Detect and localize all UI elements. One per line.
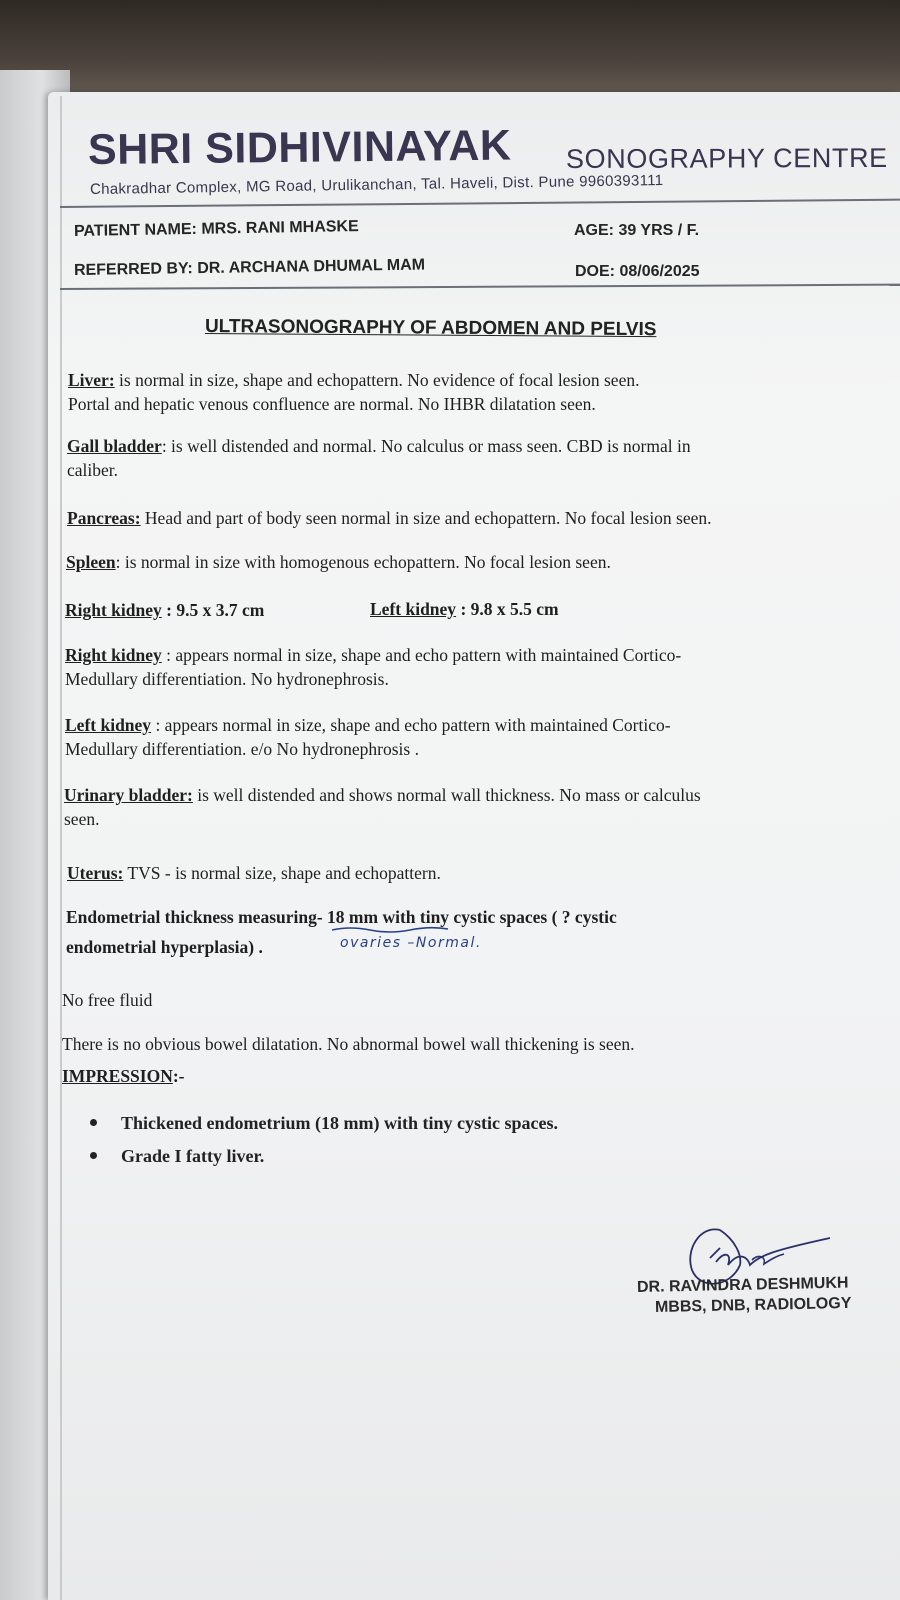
date-of-exam: DOE: 08/06/2025 [575,263,700,280]
liver-findings [68,368,868,416]
bullet-dot [90,1152,97,1159]
uterus-label: Uterus: [67,863,124,883]
spleen-findings [66,550,866,574]
gall-bladder-text-2: caliber. [67,460,119,480]
urinary-bladder-findings [64,783,884,831]
right-kidney-findings [65,643,885,691]
left-kidney-label: Left kidney [65,715,152,735]
handwritten-ovaries-note: ovaries –Normal. [340,935,482,951]
right-kidney-text-1: : appears normal in size, shape and echo pattern with maintained Cortico- [161,645,682,665]
gall-bladder-label: Gall bladder [67,436,162,456]
spleen-text: : is normal in size with homogenous echopattern. No focal lesion seen. [115,552,611,572]
impression-item [90,1113,558,1134]
spleen-label: Spleen [66,552,116,572]
right-kidney-size-label: Right kidney [65,600,162,620]
patient-name: PATIENT NAME: MRS. RANI MHASKE [73,218,359,240]
urinary-bladder-text-1: is well distended and shows normal wall thickness. No mass or calculus [192,785,701,805]
right-kidney-size [65,598,264,622]
impression-label: IMPRESSION [62,1066,173,1086]
uterus-findings [67,861,867,885]
impression-heading [62,1064,185,1088]
left-kidney-text-1: : appears normal in size, shape and echo pattern with maintained Cortico- [151,715,671,735]
urinary-bladder-label: Urinary bladder: [64,785,193,805]
pancreas-findings [67,506,887,530]
uterus-text: TVS - is normal size, shape and echopattern. [123,863,441,883]
right-kidney-text-2: Medullary differentiation. No hydronephrosis. [65,669,389,689]
free-fluid-finding: No free fluid [62,990,153,1010]
centre-type: SONOGRAPHY CENTRE [565,142,888,174]
patient-divider [60,284,900,290]
left-kidney-size-label: Left kidney [370,599,457,619]
header-divider [60,199,900,208]
left-kidney-size [370,597,559,621]
pancreas-label: Pancreas: [67,508,141,528]
liver-text-1: is normal in size, shape and echopattern. No evidence of focal lesion seen. [119,370,640,390]
referred-by: REFERRED BY: DR. ARCHANA DHUMAL MAM [73,256,426,279]
doctor-name: DR. RAVINDRA DESHMUKH [636,1274,849,1296]
centre-address: Chakradhar Complex, MG Road, Urulikanchan, Tal. Haveli, Dist. Pune 9960393111 [89,171,664,198]
liver-text-2: Portal and hepatic venous confluence are normal. No IHBR dilatation seen. [68,394,596,414]
patient-age: AGE: 39 YRS / F. [574,222,700,239]
impression-item [90,1146,264,1167]
report-title: ULTRASONOGRAPHY OF ABDOMEN AND PELVIS [204,316,657,341]
impression-suffix: :- [172,1066,185,1086]
liver-label: Liver: [68,370,115,390]
right-kidney-label: Right kidney [65,645,162,665]
impression-item-text: Grade I fatty liver. [121,1146,265,1166]
centre-name: SHRI SIDHIVINAYAK [87,121,512,174]
bullet-dot [90,1119,97,1126]
left-kidney-findings [65,713,885,761]
endometrial-text-2: endometrial hyperplasia) . [66,937,263,957]
left-kidney-size-value: : 9.8 x 5.5 cm [456,599,559,619]
bowel-finding: There is no obvious bowel dilatation. No abnormal bowel wall thickening is seen. [62,1034,635,1054]
doctor-qualification: MBBS, DNB, RADIOLOGY [654,1294,852,1316]
right-kidney-size-value: : 9.5 x 3.7 cm [161,600,265,620]
endometrial-text-1: Endometrial thickness measuring- 18 mm with tiny cystic spaces ( ? cystic [66,907,617,927]
gall-bladder-findings [67,434,887,482]
endometrial-findings [66,902,886,962]
gall-bladder-text-1: : is well distended and normal. No calculus or mass seen. CBD is normal in [161,436,691,456]
urinary-bladder-text-2: seen. [64,809,100,829]
impression-item-text: Thickened endometrium (18 mm) with tiny cystic spaces. [121,1113,558,1133]
left-kidney-text-2: Medullary differentiation. e/o No hydronephrosis . [65,739,419,759]
pancreas-text: Head and part of body seen normal in size and echopattern. No focal lesion seen. [144,508,712,528]
